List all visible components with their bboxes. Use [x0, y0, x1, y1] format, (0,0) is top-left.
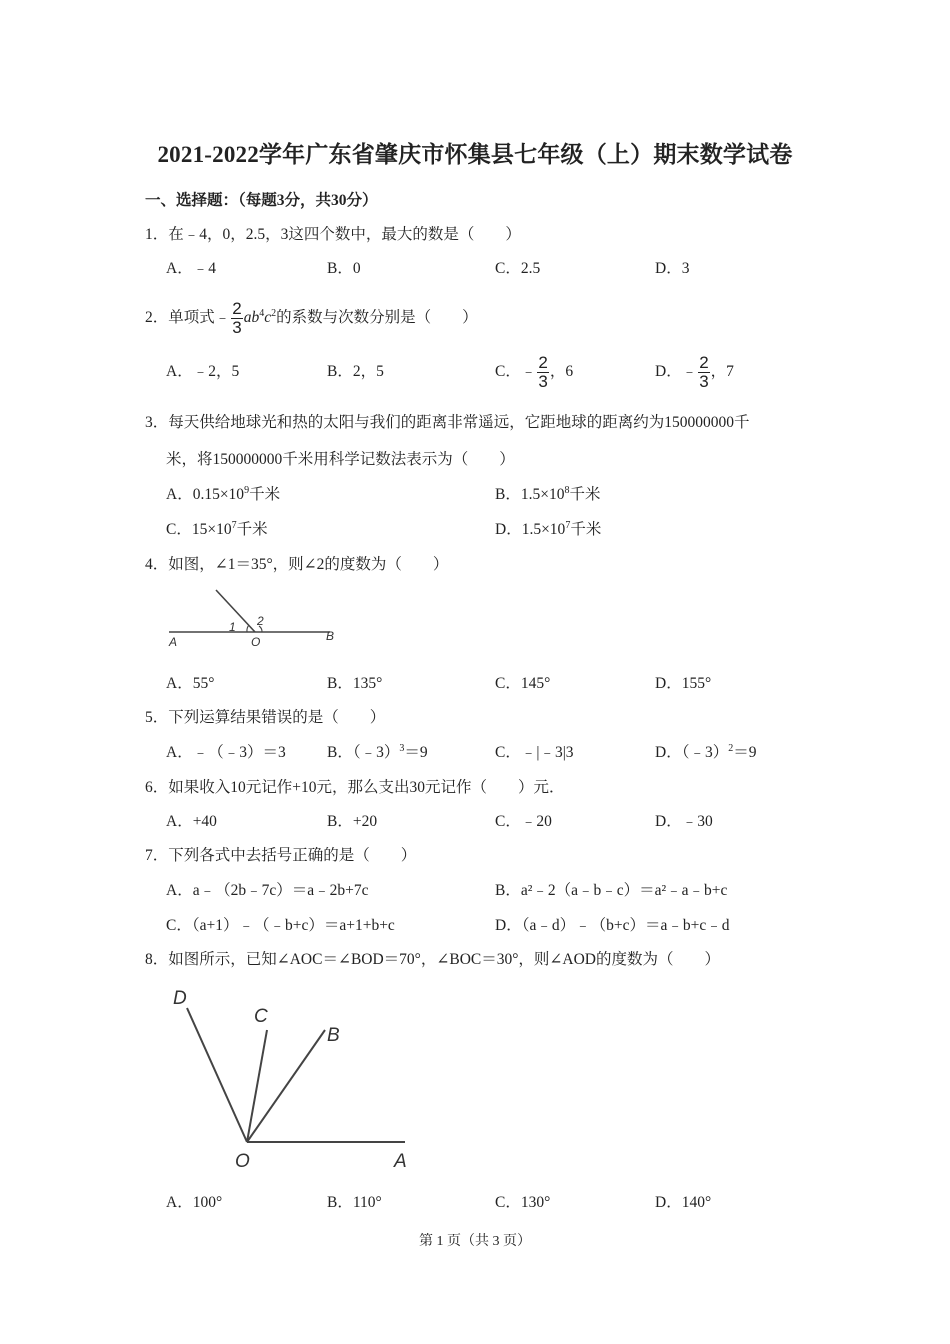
q2-exp-c: 2 — [271, 307, 277, 319]
q8-ray-od — [187, 1008, 247, 1142]
q2-suffix: 的系数与次数分别是（ ） — [276, 309, 478, 326]
q7-option-d[interactable]: D．（a﹣d）﹣（b+c）＝a﹣b+c﹣d — [495, 917, 730, 934]
q3-a-post: 千米 — [249, 486, 281, 503]
q2-fraction — [231, 300, 242, 337]
question-1: 1．在﹣4，0，2.5，3这四个数中，最大的数是（ ） — [145, 226, 521, 243]
q8-option-d[interactable]: D．140° — [655, 1194, 712, 1211]
q2-option-b[interactable]: B．2，5 — [327, 363, 384, 380]
question-6: 6．如果收入10元记作+10元，那么支出30元记作（ ）元． — [145, 779, 565, 796]
q4-option-d[interactable]: D．155° — [655, 675, 712, 692]
q8-figure — [165, 980, 425, 1180]
q5-b-post: ＝9 — [404, 744, 428, 761]
q3-option-a[interactable] — [166, 485, 280, 505]
question-7: 7．下列各式中去括号正确的是（ ） — [145, 847, 417, 864]
q4-option-b[interactable]: B．135° — [327, 675, 383, 692]
q5-d-exp: 2 — [728, 742, 734, 754]
q2-option-d[interactable] — [655, 352, 734, 392]
q5-d-pre: D．（﹣3） — [655, 744, 729, 761]
q1-option-b[interactable]: B．0 — [327, 260, 361, 277]
q3-option-b[interactable] — [495, 485, 600, 505]
q2-c-num: 2 — [538, 352, 548, 372]
q7-option-c[interactable]: C．（a+1）﹣（﹣b+c）＝a+1+b+c — [166, 917, 395, 934]
question-3-line-2: 米，将150000000千米用科学记数法表示为（ ） — [166, 451, 515, 468]
q3-a-pre: A．0.15×10 — [166, 486, 245, 503]
q2-frac-num: 2 — [232, 298, 242, 318]
q5-d-post: ＝9 — [733, 744, 757, 761]
q8-option-b[interactable]: B．110° — [327, 1194, 382, 1211]
q4-label-2: 2 — [257, 614, 264, 628]
q2-frac-den: 3 — [232, 317, 242, 337]
q8-label-b: B — [327, 1025, 340, 1046]
question-8: 8．如图所示，已知∠AOC＝∠BOD＝70°，∠BOC＝30°，则∠AOD的度数为（ ） — [145, 951, 721, 968]
q8-ray-oc — [247, 1030, 267, 1142]
q3-c-pre: C．15×10 — [166, 521, 232, 538]
q5-option-b[interactable] — [327, 743, 428, 763]
q4-label-b: B — [326, 629, 335, 643]
question-4: 4．如图，∠1＝35°，则∠2的度数为（ ） — [145, 556, 449, 573]
q4-option-c[interactable]: C．145° — [495, 675, 551, 692]
q6-option-a[interactable]: A．+40 — [166, 813, 217, 830]
q8-label-a: A — [394, 1151, 407, 1172]
q2-c-den: 3 — [538, 371, 548, 391]
q2-d-label: D．﹣ — [655, 363, 698, 380]
question-2 — [145, 298, 478, 338]
q3-a-exp: 9 — [244, 484, 250, 496]
q2-c-tail: ，6 — [549, 363, 574, 380]
q7-option-a[interactable]: A．a﹣（2b﹣7c）＝a﹣2b+7c — [166, 882, 369, 899]
q2-d-fraction — [698, 354, 709, 391]
q8-label-o: O — [235, 1151, 250, 1172]
q3-d-post: 千米 — [570, 521, 602, 538]
page-footer: 第 1 页（共 3 页） — [419, 1234, 531, 1249]
q3-option-d[interactable] — [495, 520, 601, 540]
question-5: 5．下列运算结果错误的是（ ） — [145, 709, 386, 726]
q6-option-b[interactable]: B．+20 — [327, 813, 378, 830]
q2-var-ab: ab — [243, 309, 260, 326]
q1-option-d[interactable]: D．3 — [655, 260, 690, 277]
q2-d-num: 2 — [699, 352, 709, 372]
question-3-line-1: 3．每天供给地球光和热的太阳与我们的距离非常遥远，它距地球的距离约为150000000千 — [145, 414, 750, 431]
q4-label-1: 1 — [229, 620, 236, 634]
section-heading: 一、选择题：（每题3分，共30分） — [145, 192, 378, 209]
q2-d-tail: ，7 — [710, 363, 734, 380]
q2-d-den: 3 — [699, 371, 709, 391]
q4-label-a: A — [169, 635, 178, 649]
q3-c-post: 千米 — [236, 521, 268, 538]
q3-b-pre: B．1.5×10 — [495, 486, 565, 503]
q3-option-c[interactable] — [166, 520, 268, 540]
q3-b-post: 千米 — [569, 486, 601, 503]
q8-label-d: D — [173, 988, 187, 1009]
q2-exp-b: 4 — [259, 307, 265, 319]
q3-d-pre: D．1.5×10 — [495, 521, 566, 538]
q6-option-d[interactable]: D．﹣30 — [655, 813, 713, 830]
q2-option-a[interactable]: A．﹣2，5 — [166, 363, 240, 380]
q3-c-exp: 7 — [231, 519, 237, 531]
q6-option-c[interactable]: C．﹣20 — [495, 813, 552, 830]
q5-b-exp: 3 — [399, 742, 405, 754]
q4-figure — [165, 585, 355, 655]
q4-option-a[interactable]: A．55° — [166, 675, 215, 692]
q5-option-c[interactable]: C．﹣|﹣3|3 — [495, 744, 574, 761]
q8-label-c: C — [254, 1006, 268, 1027]
q2-c-fraction — [537, 354, 548, 391]
q2-prefix: 2．单项式﹣ — [145, 309, 231, 326]
q7-option-b[interactable]: B．a²﹣2（a﹣b﹣c）＝a²﹣a﹣b+c — [495, 882, 728, 899]
q8-option-a[interactable]: A．100° — [166, 1194, 223, 1211]
page-title: 2021-2022学年广东省肇庆市怀集县七年级（上）期末数学试卷 — [157, 142, 793, 167]
q3-b-exp: 8 — [564, 484, 570, 496]
q4-angle-1-arc — [247, 625, 249, 632]
q5-b-pre: B．（﹣3） — [327, 744, 400, 761]
q2-c-label: C．﹣ — [495, 363, 537, 380]
q2-option-c[interactable] — [495, 352, 573, 392]
q2-var-c: c — [264, 309, 272, 326]
q8-ray-ob — [247, 1030, 325, 1142]
q5-option-d[interactable] — [655, 743, 756, 763]
q5-option-a[interactable]: A．﹣（﹣3）＝3 — [166, 744, 286, 761]
q1-option-c[interactable]: C．2.5 — [495, 260, 541, 277]
q3-d-exp: 7 — [565, 519, 571, 531]
q1-option-a[interactable]: A．﹣4 — [166, 260, 216, 277]
q4-label-o: O — [251, 635, 261, 649]
q8-option-c[interactable]: C．130° — [495, 1194, 551, 1211]
